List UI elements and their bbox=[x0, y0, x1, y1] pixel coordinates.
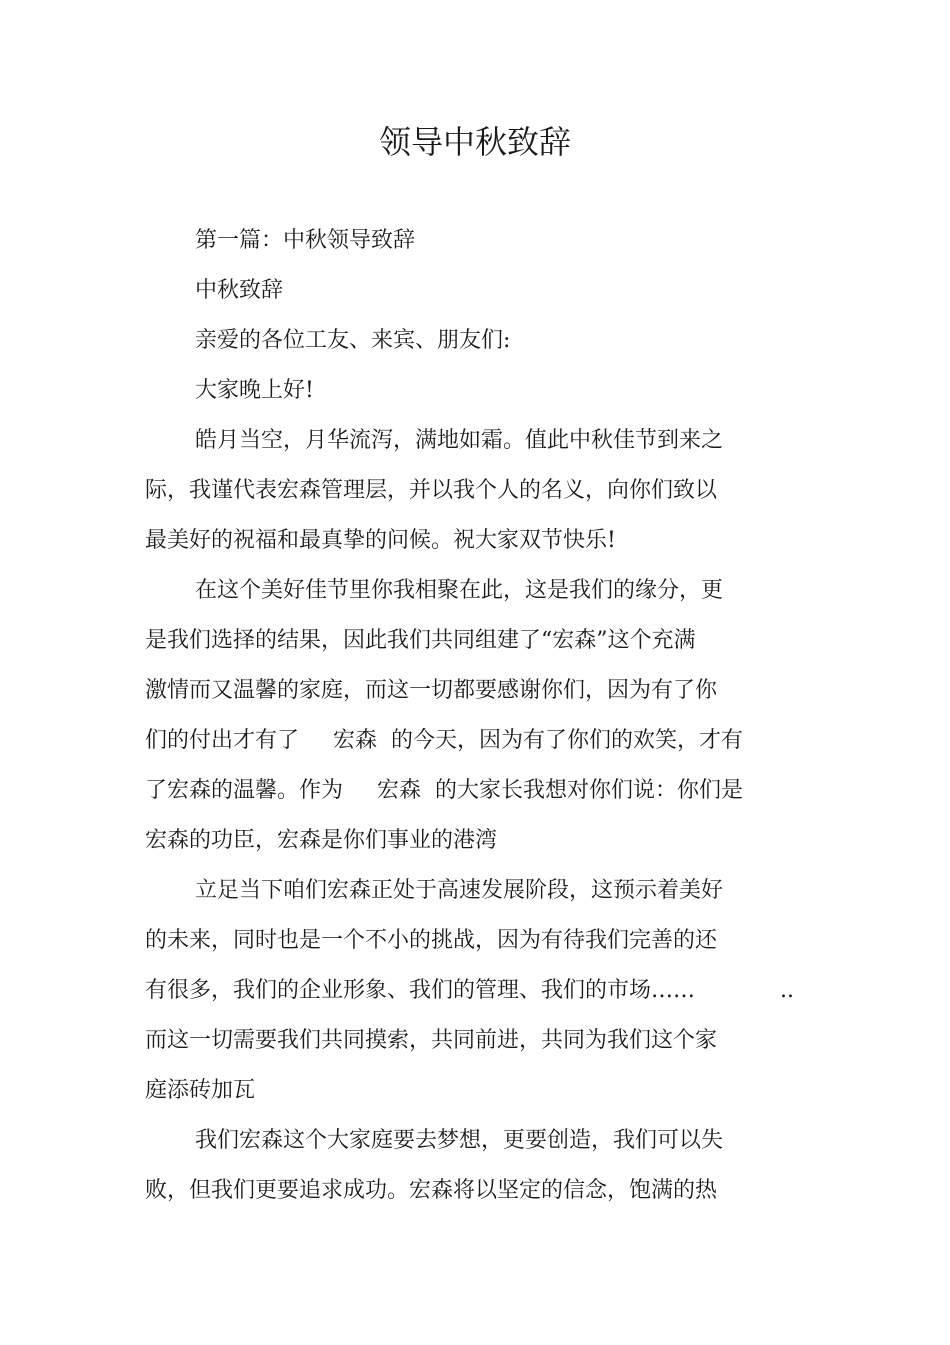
paragraph-1-line-3: 最美好的祝福和最真挚的问候。祝大家双节快乐! bbox=[145, 528, 616, 553]
document-title: 领导中秋致辞 bbox=[378, 123, 571, 161]
paragraph-2-line-6: 宏森的功臣，宏森是你们事业的港湾 bbox=[145, 828, 498, 853]
text-segment: 宏森 bbox=[333, 728, 378, 753]
paragraph-4-line-2: 败，但我们更要追求成功。宏森将以坚定的信念，饱满的热 bbox=[145, 1178, 718, 1203]
paragraph-4-line-1: 我们宏森这个大家庭要去梦想，更要创造，我们可以失 bbox=[195, 1128, 724, 1153]
paragraph-1-line-1: 皓月当空，月华流泻，满地如霜。值此中秋佳节到来之 bbox=[195, 428, 724, 453]
paragraph-1-line-2: 际，我谨代表宏森管理层，并以我个人的名义，向你们致以 bbox=[145, 478, 718, 503]
text-segment: 了宏森的温馨。作为 bbox=[145, 778, 344, 803]
paragraph-2-line-2: 是我们选择的结果，因此我们共同组建了“宏森”这个充满 bbox=[145, 628, 696, 653]
paragraph-3-line-4: 而这一切需要我们共同摸索，共同前进，共同为我们这个家 bbox=[145, 1028, 718, 1053]
section-heading: 第一篇：中秋领导致辞 bbox=[195, 228, 416, 253]
paragraph-2-line-5 bbox=[145, 776, 743, 806]
text-segment: 们的付出才有了 bbox=[145, 728, 300, 753]
paragraph-3-line-3: 有很多，我们的企业形象、我们的管理、我们的市场…… bbox=[145, 978, 696, 1003]
text-segment: 宏森 bbox=[377, 778, 422, 803]
salutation-line: 大家晚上好! bbox=[195, 378, 314, 403]
paragraph-2-line-4 bbox=[145, 726, 743, 756]
paragraph-3-line-1: 立足当下咱们宏森正处于高速发展阶段，这预示着美好 bbox=[195, 878, 724, 903]
speech-title: 中秋致辞 bbox=[195, 278, 284, 303]
text-segment: 的大家长我想对你们说：你们是 bbox=[435, 778, 744, 803]
paragraph-3-line-5: 庭添砖加瓦 bbox=[145, 1078, 256, 1103]
greeting-line: 亲爱的各位工友、来宾、朋友们: bbox=[195, 328, 511, 353]
paragraph-2-line-3: 激情而又温馨的家庭，而这一切都要感谢你们，因为有了你 bbox=[145, 678, 718, 703]
trailing-dots: .. bbox=[780, 978, 794, 1003]
paragraph-3-line-2: 的未来，同时也是一个不小的挑战，因为有待我们完善的还 bbox=[145, 928, 718, 953]
text-segment: 的今天，因为有了你们的欢笑，才有 bbox=[391, 728, 744, 753]
paragraph-2-line-1: 在这个美好佳节里你我相聚在此，这是我们的缘分，更 bbox=[195, 578, 724, 603]
